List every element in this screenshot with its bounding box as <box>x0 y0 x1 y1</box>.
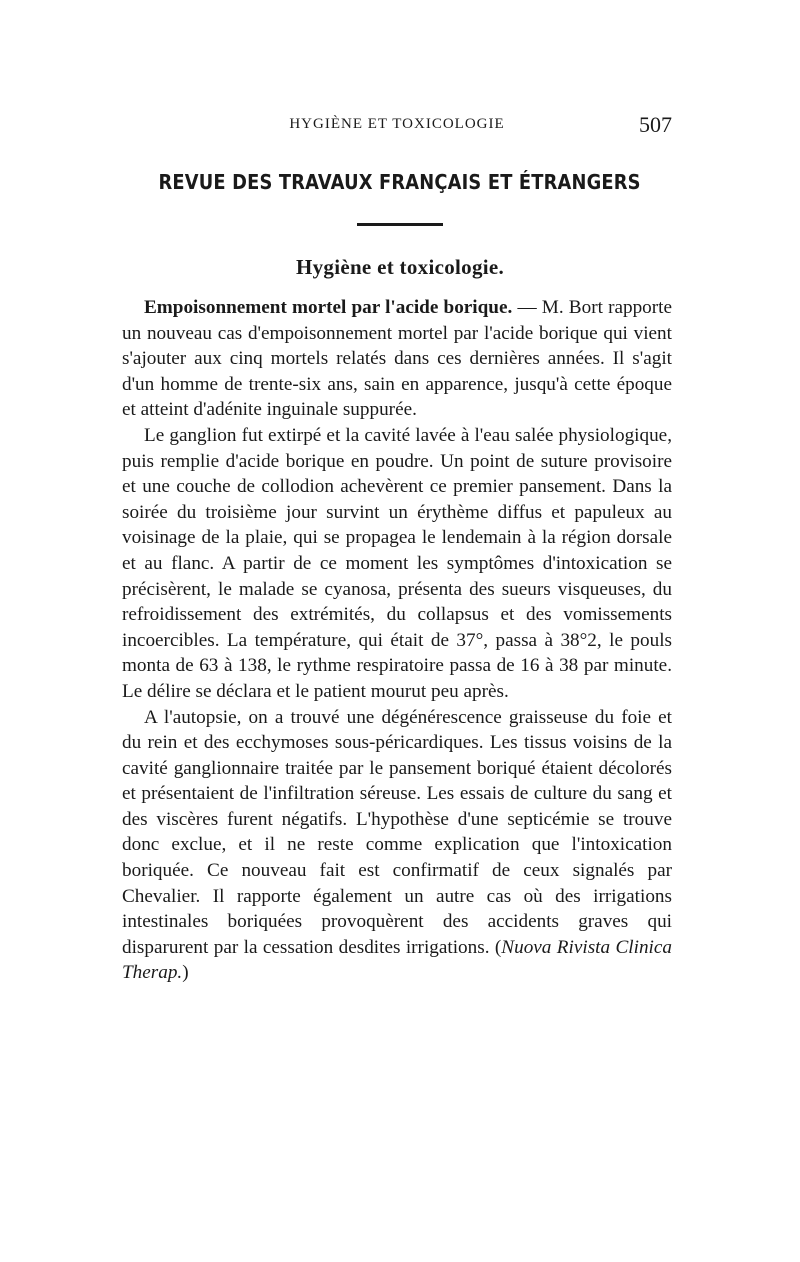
paragraph-1 <box>122 295 672 423</box>
subsection-title: Hygiène et toxicologie. <box>295 255 505 279</box>
paragraph-3-end: ) <box>182 962 189 984</box>
paragraph-3-text: A l'autopsie, on a trouvé une dégénérescence graisseuse du foie et du rein et des ecchymoses sous-péricardiques. Les tissus voisins de la cavité ganglionnaire traitée par le pansement boriqué étaient décolorés et présentaient de l'infiltration séreuse. Les essais de culture du sang et des viscères furent négatifs. L'hypothèse d'une septicémie se trouve donc exclue, et il ne reste comme explication que l'intoxication boriquée. Ce nouveau fait est confirmatif de ceux signalés par Chevalier. Il rapporte également un autre cas où des irrigations intestinales boriquées provoquèrent des accidents graves qui disparurent par la cessation desdites irrigations. ( <box>122 706 672 958</box>
article-title: Empoisonnement mortel par l'acide borique. <box>144 297 513 318</box>
article-body <box>122 295 672 986</box>
paragraph-3 <box>122 705 672 987</box>
paragraph-1-text: — M. Bort rapporte un nouveau cas d'empoisonnement mortel par l'acide borique qui vient s'ajouter aux cinq mortels relatés dans ces dernières années. Il s'agit d'un homme de trente-six ans, sain en apparence, jusqu'à cette époque et atteint d'adénite inguinale suppurée. <box>122 297 672 421</box>
section-title: REVUE DES TRAVAUX FRANÇAIS ET ÉTRANGERS <box>158 170 641 194</box>
running-title: HYGIÈNE ET TOXICOLOGIE <box>289 116 505 132</box>
running-head <box>122 112 672 140</box>
page-number: 507 <box>639 112 672 137</box>
paragraph-2: Le ganglion fut extirpé et la cavité lavée à l'eau salée physiologique, puis remplie d'acide borique en poudre. Un point de suture provisoire et une couche de collodion achevèrent ce premier pansement. Dans la soirée du troisième jour survint un érythème diffus et papuleux au voisinage de la plaie, qui se propagea le lendemain à la région dorsale et au flanc. A partir de ce moment les symptômes d'intoxication se précisèrent, le malade se cyanosa, présenta des sueurs visqueuses, du refroidissement des extrémités, du collapsus et des vomissements incoercibles. La température, qui était de 37°, passa à 38°2, le pouls monta de 63 à 138, le rythme respiratoire passa de 16 à 38 par minute. Le délire se déclara et le patient mourut peu après. <box>122 424 672 702</box>
title-divider <box>357 223 443 226</box>
journal-citation: Nuova Rivista Clinica Therap. <box>122 936 672 984</box>
